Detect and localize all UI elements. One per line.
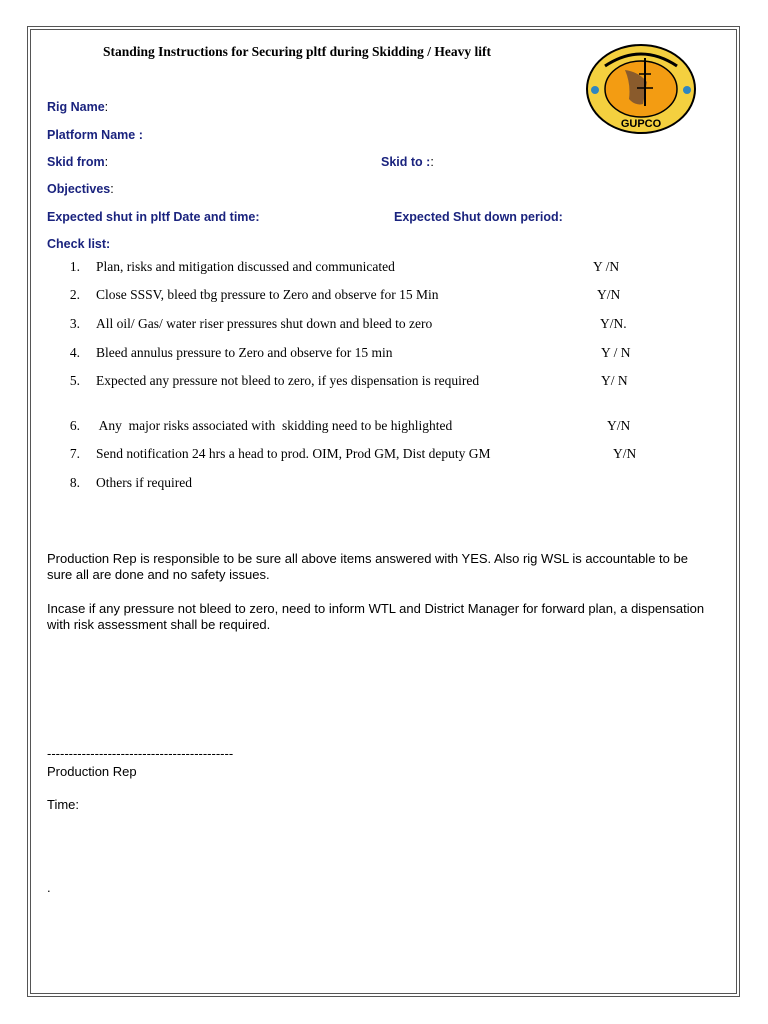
shut-in-label: Expected shut in pltf Date and time:	[47, 210, 260, 224]
checklist-yn: Y / N	[601, 345, 631, 360]
checklist-yn: Y/N.	[600, 316, 627, 331]
checklist-yn: Y/N	[613, 446, 637, 461]
skid-from-label: Skid from:	[47, 155, 109, 169]
time-label: Time:	[47, 797, 80, 812]
objectives-label: Objectives:	[47, 182, 114, 196]
checklist-yn: Y/N	[607, 418, 631, 433]
skid-to-label: Skid to ::	[381, 155, 434, 169]
check-list-label: Check list:	[47, 237, 111, 251]
platform-name-label: Platform Name :	[47, 128, 143, 142]
signature-line: -------------------------------------------	[47, 746, 234, 761]
signature-role: Production Rep	[47, 764, 137, 779]
page-border-inner	[30, 29, 737, 994]
gupco-logo	[585, 44, 697, 134]
pressure-paragraph: Incase if any pressure not bleed to zero, need to inform WTL and District Manager for forward plan, a dispensation with risk assessment shall be required.	[47, 601, 705, 632]
checklist-yn: Y /N	[593, 259, 620, 274]
document-title: Standing Instructions for Securing pltf during Skidding / Heavy lift	[103, 44, 491, 59]
responsibility-paragraph: Production Rep is responsible to be sure all above items answered with YES. Also rig WSL is accountable to be sure all are done and no safety issues.	[47, 551, 688, 582]
shut-down-label: Expected Shut down period:	[394, 210, 563, 224]
trailing-dot: .	[47, 880, 51, 895]
checklist-yn: Y/N	[597, 287, 621, 302]
logo-text: GUPCO	[620, 118, 662, 130]
rig-name-label: Rig Name:	[47, 100, 109, 114]
checklist-yn: Y/ N	[601, 373, 628, 388]
